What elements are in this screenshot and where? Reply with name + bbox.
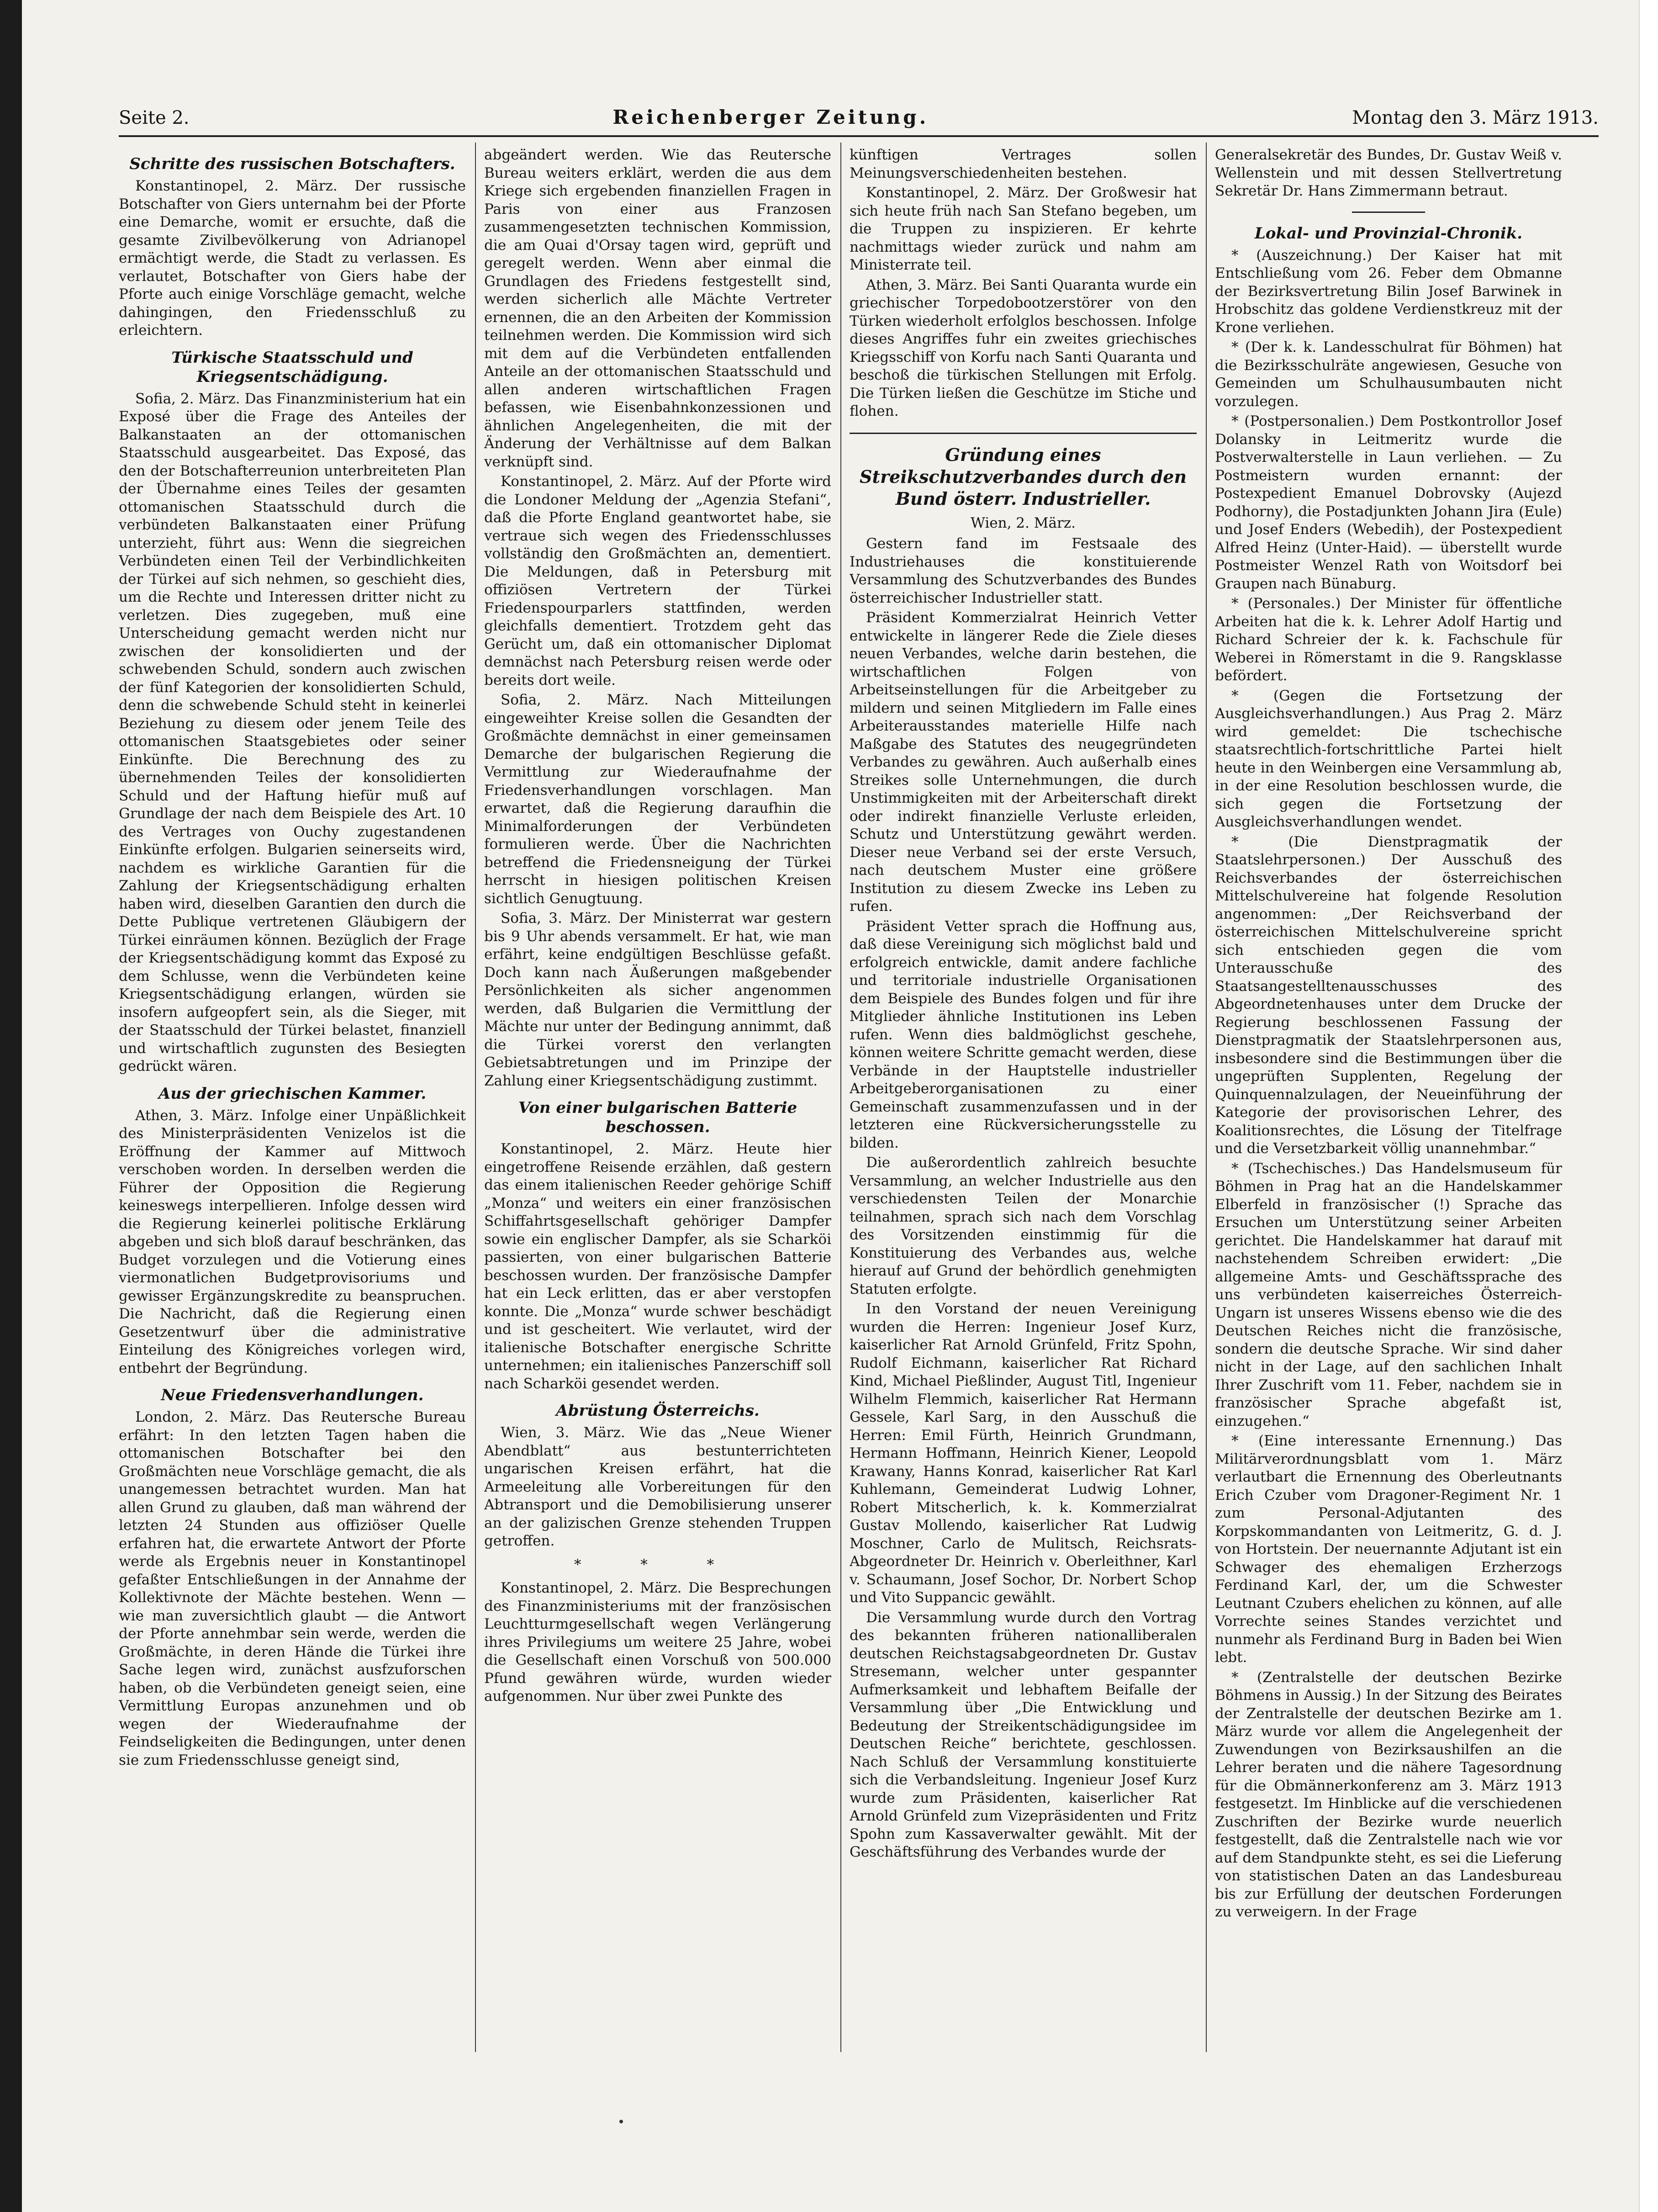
article-text: Konstantinopel, 2. März. Der russische Botschafter von Giers unternahm bei der Pforte eine Demarche, womit er ersuchte, daß die gesamte Zivilbevölkerung von Adrianopel ermächtigt werde, die Stadt zu verlassen. Es verlautet, Botschafter von Giers habe der Pforte auch einige Vorschläge gemacht, welche dahingingen, den Friedensschluß zu erleichtern. — [119, 178, 466, 339]
article-text: Konstantinopel, 2. März. Auf der Pforte wird die Londoner Meldung der „Agenzia Stefani“, daß die Pforte England geantwortet habe, sie vertraue sich wegen des Friedensschlusses vollständig den Großmächten an, dementiert. Die Meldungen, daß in Petersburg mit offiziösen Vertretern der Türkei Friedenspourparlers stattfinden, werden gleichfalls dementiert. Trotzdem geht das Gerücht um, daß ein ottomanischer Diplomat demnächst nach Petersburg reisen werde oder bereits dort weile. — [484, 473, 831, 688]
scan-binding-edge — [0, 0, 22, 2212]
news-item: * (Personales.) Der Minister für öffentliche Arbeiten hat die k. k. Lehrer Adolf Hartig und Richard Schreier der k. k. Fachschule für Weberei in Römerstamt in die 9. Rangsklasse befördert. — [1215, 595, 1562, 684]
article-text: Generalsekretär des Bundes, Dr. Gustav Weiß v. Wellenstein und mit dessen Stellvertretung Sekretär Dr. Hans Zimmermann betraut. — [1215, 147, 1562, 199]
article-text: Athen, 3. März. Infolge einer Unpäßlichkeit des Ministerpräsidenten Venizelos ist die Eröffnung der Kammer auf Mittwoch verschoben worden. In derselben werden die Führer der Opposition die Regierung keineswegs interpellieren. Infolge dessen wird die Regierung keinerlei politische Erklärung abgeben und sich bloß darauf beschränken, das Budget vorzulegen und die Votierung eines viermonatlichen Budgetprovisoriums und gewisser Ergänzungskredite zu beanspruchen. Die Nachricht, daß die Regierung einen Gesetzentwurf über die administrative Einteilung des Königreiches vorlegen wird, entbehrt der Begründung. — [119, 1107, 466, 1376]
dateline: Wien, 2. März. — [971, 514, 1076, 531]
article-text: Konstantinopel, 2. März. Heute hier eingetroffene Reisende erzählen, daß gestern das einem italienischen Reeder gehörige Schiff „Monza“ und weiters ein einer französischen Schiffahrtsgesellschaft gehöriger Dampfer sowie ein englischer Dampfer, als sie Scharköi passierten, von einer bulgarischen Batterie beschossen wurden. Der französische Dampfer hat ein Leck erlitten, das er aber verstopfen konnte. Die „Monza“ wurde schwer beschädigt und ist gescheitert. Wie verlautet, wird der italienische Botschafter energische Schritte unternehmen; ein italienisches Panzerschiff soll nach Scharköi gesendet werden. — [484, 1141, 831, 1392]
issue-date: Montag den 3. März 1913. — [1352, 107, 1599, 128]
news-item: * (Der k. k. Landesschulrat für Böhmen) hat die Bezirksschulräte angewiesen, Gesuche von Gemeinden um Schulhausumbauten nicht vorzulegen. — [1215, 339, 1562, 410]
article-text: Präsident Kommerzialrat Heinrich Vetter entwickelte in längerer Rede die Ziele dieses neuen Verbandes, welche darin bestehen, die wirtschaftlichen Folgen von Arbeitseinstellungen für die Arbeitgeber zu mildern und seinen Mitgliedern im Falle eines Arbeiterausstandes materielle Hilfe nach Maßgabe des Statutes des neugegründeten Verbandes zu gewähren. Auch außerhalb eines Streikes solle Unternehmungen, die durch Unstimmigkeiten mit der Arbeiterschaft direkt oder indirekt finanzielle Verluste erleiden, Schutz und Unterstützung gewährt werden. Dieser neue Verband sei der erste Versuch, nach deutschem Muster eine größere Institution zu diesem Zwecke ins Leben zu rufen. — [850, 609, 1197, 915]
page-number: Seite 2. — [119, 107, 190, 128]
news-item: * (Zentralstelle der deutschen Bezirke Böhmens in Aussig.) In der Sitzung des Beirates der Zentralstelle der deutschen Bezirke am 1. März wurde vor allem die Angelegenheit der Zuwendungen von Bezirksaushilfen an die Lehrer beraten und die nähere Tagesordnung für die Obmännerkonferenz am 3. März 1913 festgesetzt. Im Hinblicke auf die verschiedenen Zuschriften der Bezirke wurde neuerlich festgestellt, daß die Zentralstelle nach wie vor auf dem Standpunkte steht, es sei die Lieferung von statistischen Daten an das Landesbureau bis zur Erfüllung der deutschen Forderungen zu verweigern. In der Frage — [1215, 1669, 1562, 1920]
section-stars: * * * — [574, 1556, 742, 1573]
column-2 — [484, 146, 831, 2047]
news-item: * (Tschechisches.) Das Handelsmuseum für Böhmen in Prag hat an die Handelskammer Elberfeld in französischer (!) Sprache das Ersuchen um Unterstützung seiner Arbeiten gerichtet. Die Handelskammer hat darauf mit nachstehendem Schreiben erwidert: „Die allgemeine Amts- und Geschäftssprache des uns verbündeten kaiserreiches Österreich-Ungarn ist unseres Wissens ebenso wie die des Deutschen Reiches nicht die französische, sondern die deutsche Sprache. Wir sind daher nicht in der Lage, auf den sachlichen Inhalt Ihrer Zuschrift vom 11. Feber, nachdem sie in französischer Sprache abgefaßt ist, einzugehen.“ — [1215, 1160, 1562, 1429]
masthead: Reichenberger Zeitung. — [613, 106, 929, 128]
column-divider — [475, 143, 476, 2052]
news-item: * (Gegen die Fortsetzung der Ausgleichsverhandlungen.) Aus Prag 2. März wird gemeldet: Die tschechische staatsrechtlich-fortschrittliche Partei hielt heute in den Weinbergen eine Versammlung ab, in der eine Resolution beschlossen wurde, die sich gegen die Fortsetzung der Ausgleichsverhandlungen wendet. — [1215, 687, 1562, 830]
article-text: Gestern fand im Festsaale des Industriehauses die konstituierende Versammlung des Schutzverbandes des Bundes österreichischer Industrieller statt. — [850, 535, 1197, 606]
news-item: * (Postpersonalien.) Dem Postkontrollor Josef Dolansky in Leitmeritz wurde die Postverwalterstelle in Laun verliehen. — Zu Postmeistern wurden ernannt: der Postexpedient Emanuel Dobrovsky (Aujezd Podhorny), die Postadjunkten Johann Jira (Eule) und Josef Enders (Webedih), der Postexpedient Alfred Heinz (Unter-Haid). — überstellt wurde Postmeister Wenzel Rath von Woitsdorf bei Graupen nach Bünaburg. — [1215, 413, 1562, 592]
article-text: abgeändert werden. Wie das Reutersche Bureau weiters erklärt, werden die aus dem Kriege sich ergebenden finanziellen Fragen in Paris von einer aus Franzosen zusammengesetzten technischen Kommission, die am Quai d'Orsay tagen wird, geprüft und geregelt werden. Wenn aber einmal die Grundlagen des Friedens festgestellt sind, werden sicherlich alle Mächte Vertreter ernennen, die an den Arbeiten der Kommission teilnehmen werden. Die Kommission wird sich mit dem auf die Verbündeten entfallenden Anteile an der ottomanischen Staatsschuld und allen anderen wirtschaftlichen Fragen befassen, wie Eisenbahnkonzessionen und ähnlichen Angelegenheiten, die mit der Änderung der Verhältnisse auf dem Balkan verknüpft sind. — [484, 147, 831, 470]
headline-batterie: Von einer bulgarischen Batterie beschossen. — [518, 1099, 797, 1136]
scan-page-edge — [1639, 0, 1658, 2212]
headline-streikschutzverband: Gründung eines Streikschutzverbandes durch den Bund österr. Industrieller. — [860, 444, 1187, 509]
column-3 — [850, 146, 1197, 2047]
column-1 — [119, 146, 466, 2047]
column-divider — [1206, 143, 1207, 2052]
article-text: Sofia, 2. März. Das Finanzministerium hat ein Exposé über die Frage des Anteiles der Balkanstaaten an der ottomanischen Staatsschuld ausgearbeitet. Das Exposé, das den der Botschafterreunion unterbreiteten Plan der Übernahme eines Teiles der gesamten ottomanischen Staatsschuld durch die verbündeten Balkanstaaten einer Prüfung unterzieht, führt aus: Wenn die siegreichen Verbündeten einen Teil der Verbindlichkeiten der Türkei auf sich nehmen, so geschieht dies, um die Rechte und Interessen dritter nicht zu verletzen. Dies zugegeben, muß eine Unterscheidung gemacht werden nicht nur zwischen der konsolidierten und der schwebenden Schuld, sondern auch zwischen der fünf Kategorien der konsolidierten Schuld, denn die schwebende Schuld steht in keinerlei Beziehung zu diesem oder jenem Teile des ottomanischen Staatsgebietes oder seiner Einkünfte. Die Berechnung des zu übernehmenden Teiles der konsolidierten Schuld und der Haftung hiefür muß auf Grundlage der nach dem Beispiele des Art. 10 des Vertrages von Ouchy zugestandenen Einkünfte erfolgen. Bulgarien seinerseits wird, nachdem es wirkliche Garantien für die Zahlung der Kriegsentschädigung erhalten haben wird, dieselben Garantien den durch die Dette Publique vertretenen Gläubigern der Türkei einräumen können. Bezüglich der Frage der Kriegsentschädigung kommt das Exposé zu dem Schlusse, wenn die Verbündeten keine Kriegsentschädigung erlangen, würden sie insofern aufgeopfert sein, als die Sieger, mit der Staatsschuld der Türkei belastet, finanziell und wirtschaftlich zugunsten des Besiegten gedrückt wären. — [119, 390, 466, 1074]
headline-botschafter: Schritte des russischen Botschafters. — [129, 155, 455, 173]
article-text: Die außerordentlich zahlreich besuchte Versammlung, an welcher Industrielle aus den verschiedensten Teilen der Monarchie teilnahmen, sprach sich nach dem Vorschlag des Vorsitzenden einstimmig für die Konstituierung des Verbandes aus, welche hierauf auf Grund der behördlich genehmigten Statuten erfolgte. — [850, 1154, 1197, 1297]
article-text: Athen, 3. März. Bei Santi Quaranta wurde ein griechischer Torpedobootzerstörer von den Türken wiederholt erfolglos beschossen. Infolge dieses Angriffes fuhr ein zweites griechisches Kriegsschiff von Korfu nach Santi Quaranta und beschoß die türkischen Stellungen mit Erfolg. Die Türken ließen die Geschütze im Stiche und flohen. — [850, 276, 1197, 419]
headline-griechische-kammer: Aus der griechischen Kammer. — [158, 1084, 427, 1103]
article-text: Sofia, 3. März. Der Ministerrat war gestern bis 9 Uhr abends versammelt. Er hat, wie man erfährt, keine endgültigen Beschlüsse gefaßt. Doch kann nach Äußerungen maßgebender Persönlichkeiten als sicher angenommen werden, daß Bulgarien die Vermittlung der Mächte nur unter der Bedingung annimmt, daß die Türkei vorerst den verlangten Gebietsabtretungen und im Prinzipe der Zahlung einer Kriegsentschädigung zustimmt. — [484, 910, 831, 1089]
headline-friedensverhandlungen: Neue Friedensverhandlungen. — [161, 1386, 424, 1404]
news-item: * (Die Dienstpragmatik der Staatslehrpersonen.) Der Ausschuß des Reichsverbandes der österreichischen Mittelschulvereine hat folgende Resolution angenommen: „Der Reichsverband der österreichischen Mittelschulvereine spricht sich entschieden gegen die vom Unterausschuße des Staatsangestelltenausschusses des Abgeordnetenhauses unter dem Drucke der Regierung beschlossenen Fassung der Dienstpragmatik der Staatslehrpersonen aus, insbesondere sind die Bestimmungen über die ungeprüften Supplenten, Regelung der Quinquennalzulagen, der Neueinführung der Kategorie der provisorischen Lehrer, des Koalitionsrechtes, die Lösung der Titelfrage und die Versetzbarkeit völlig unannehmbar.“ — [1215, 833, 1562, 1157]
article-text: Konstantinopel, 2. März. Die Besprechungen des Finanzministeriums mit der französischen Leuchtturmgesellschaft wegen Verlängerung ihres Privilegiums um weitere 25 Jahre, wobei die Gesellschaft einen Vorschuß von 500.000 Pfund gewähren würde, wurden wieder aufgenommen. Nur über zwei Punkte des — [484, 1580, 831, 1704]
headline-staatsschuld: Türkische Staatsschuld und Kriegsentschädigung. — [171, 348, 413, 386]
headline-lokal-chronik: Lokal- und Provinzial-Chronik. — [1254, 224, 1523, 243]
section-rule — [850, 433, 1197, 434]
article-text: Sofia, 2. März. Nach Mitteilungen eingeweihter Kreise sollen die Gesandten der Großmächte demnächst in einer gemeinsamen Demarche der bulgarischen Regierung die Vermittlung zur Wiederaufnahme der Friedensverhandlungen vorschlagen. Man erwartet, daß die Regierung daraufhin die Minimalforderungen der Verbündeten formulieren werde. Über die Nachrichten betreffend die Friedensneigung der Türkei herrscht in hiesigen politischen Kreisen sichtlich Genugtuung. — [484, 692, 831, 907]
column-divider — [840, 143, 841, 2052]
news-item: * (Eine interessante Ernennung.) Das Militärverordnungsblatt vom 1. März verlautbart die Ernennung des Oberleutnants Erich Czuber vom Dragoner-Regiment Nr. 1 zum Personal-Adjutanten des Korpskommandanten von Leitmeritz, G. d. J. von Hortstein. Der neuernannte Adjutant ist ein Schwager des ehemaligen Erzherzogs Ferdinand Karl, der, um die Schwester Leutnant Czubers ehelichen zu können, auf alle Vorrechte seines Standes verzichtet und nunmehr als Ferdinand Burg in Baden bei Wien lebt. — [1215, 1433, 1562, 1666]
article-text: London, 2. März. Das Reutersche Bureau erfährt: In den letzten Tagen haben die ottomanischen Botschafter bei den Großmächten neue Vorschläge gemacht, die als unangemessen betrachtet wurden. Man hat allen Grund zu glauben, daß man während der letzten 24 Stunden aus offiziöser Quelle erfahren hat, die erwartete Antwort der Pforte werde als Ergebnis neuer in Konstantinopel gefaßter Entschließungen in der Annahme der Kollektivnote der Mächte bestehen. Wenn — wie man zuversichtlich glaubt — die Antwort der Pforte annehmbar sein werde, werden die Großmächte, in deren Hände die Türkei ihre Sache legen wird, zunächst ausfzuforschen haben, ob die Verbündeten geneigt seien, eine Vermittlung Europas anzunehmen und ob wegen der Wiederaufnahme der Feindseligkeiten die Bedingungen, unter denen sie zum Friedensschlusse geneigt sind, — [119, 1409, 466, 1768]
article-text: Die Versammlung wurde durch den Vortrag des bekannten früheren nationalliberalen deutschen Reichstagsabgeordneten Dr. Gustav Stresemann, welcher unter gespannter Aufmerksamkeit und lebhaftem Beifalle der Versammlung über „Die Entwicklung und Bedeutung der Streikentschädigungsidee im Deutschen Reiche“ berichtete, geschlossen. Nach Schluß der Versammlung konstituierte sich die Verbandsleitung. Ingenieur Josef Kurz wurde zum Präsidenten, kaiserlicher Rat Arnold Grünfeld zum Vizepräsidenten und Fritz Spohn zum Kassaverwalter gewählt. Mit der Geschäftsführung des Verbandes wurde der — [850, 1609, 1197, 1860]
article-text: Wien, 3. März. Wie das „Neue Wiener Abendblatt“ aus bestunterrichteten ungarischen Kreisen erfährt, hat die Armeeleitung alle Vorbereitungen für den Abtransport und die Demobilisierung unserer an der galizischen Grenze stehenden Truppen getroffen. — [484, 1424, 831, 1549]
page-header — [119, 106, 1599, 129]
article-text: künftigen Vertrages sollen Meinungsverschiedenheiten bestehen. — [850, 147, 1197, 181]
header-rule — [119, 135, 1599, 137]
article-text: Konstantinopel, 2. März. Der Großwesir hat sich heute früh nach San Stefano begeben, um die Truppen zu inspizieren. Er kehrte nachmittags wieder zurück und nahm am Ministerrate teil. — [850, 185, 1197, 273]
news-item: * (Auszeichnung.) Der Kaiser hat mit Entschließung vom 26. Feber dem Obmanne der Bezirksvertretung Bilin Josef Barwinek in Hrobschitz das goldene Verdienstkreuz mit der Krone verliehen. — [1215, 247, 1562, 336]
section-rule — [1352, 212, 1425, 213]
headline-abruestung: Abrüstung Österreichs. — [556, 1402, 760, 1420]
scan-dot — [619, 2120, 623, 2123]
article-text: In den Vorstand der neuen Vereinigung wurden die Herren: Ingenieur Josef Kurz, kaiserlicher Rat Arnold Grünfeld, Fritz Spohn, Rudolf Eichmann, kaiserlicher Rat Richard Kind, Michael Pießlinder, August Titl, Ingenieur Wilhelm Flemmich, kaiserlicher Rat Hermann Gessele, Karl Sarg, in den Ausschuß die Herren: Emil Fürth, Heinrich Grundmann, Hermann Hoffmann, Heinrich Kiener, Leopold Krawany, Hanns Konrad, kaiserlicher Rat Karl Kuhlemann, Gemeinderat Ludwig Lohner, Robert Mitscherlich, k. k. Kommerzialrat Gustav Mollendo, kaiserlicher Rat Ludwig Moschner, Carlo de Mulitsch, Reichsrats-Abgeordneter Dr. Heinrich v. Oberleithner, Karl v. Schaumann, Josef Sochor, Dr. Norbert Schop und Vito Suppancic gewählt. — [850, 1301, 1197, 1606]
article-text: Präsident Vetter sprach die Hoffnung aus, daß diese Vereinigung sich möglichst bald und erfolgreich entwickle, damit andere fachliche und territoriale industrielle Organisationen dem Beispiele des Bundes folgen und für ihre Mitglieder ähnliche Institutionen ins Leben rufen. Wenn dies baldmöglichst geschehe, können weitere Schritte gemacht werden, diese Verbände in der Hauptstelle industrieller Arbeitgeberorganisationen zu einer Gemeinschaft zusammenzufassen und in der letzteren eine Rückversicherungsstelle zu bilden. — [850, 918, 1197, 1151]
column-4 — [1215, 146, 1562, 2047]
